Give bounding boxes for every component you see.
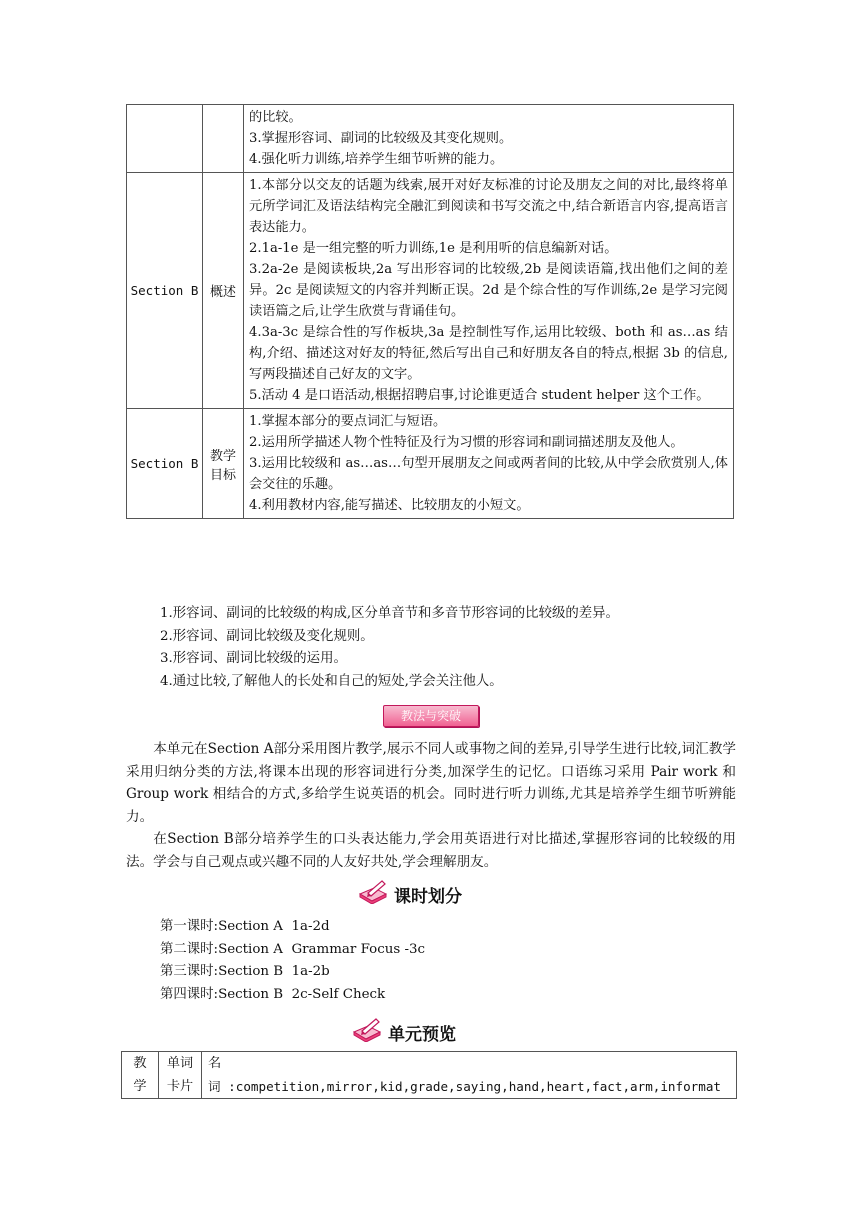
preview-heading (352, 1018, 456, 1047)
list-item: 2.运用所学描述人物个性特征及行为习惯的形容词和副词描述朋友及他人。 (249, 435, 684, 450)
teaching-cell (122, 1052, 159, 1099)
cell-line: 卡片 (166, 1079, 194, 1094)
table-row (122, 1052, 737, 1099)
table-row (127, 173, 734, 409)
section-label: Section B (127, 173, 203, 409)
list-item: 3.2a-2e 是阅读板块,2a 写出形容词的比较级,2b 是阅读语篇,找出他们之间的差异。2c 是阅读短文的内容并判断正误。2d 是个综合性的写作训练,2e 是学习完阅读语篇之后,让学生欣赏与背诵佳句。 (249, 262, 728, 319)
cell-line: 教 (133, 1056, 147, 1071)
schedule-list (160, 916, 425, 1006)
list-item: 2.1a-1e 是一组完整的听力训练,1e 是利用听的信息编新对话。 (249, 241, 618, 256)
pencil-book-icon (358, 880, 388, 909)
section-title: 课时划分 (394, 887, 462, 907)
category-label (203, 409, 244, 519)
paragraph: 本单元在Section A部分采用图片教学,展示不同人或事物之间的差异,引导学生进行比较,词汇教学采用归纳分类的方法,将课本出现的形容词进行分类,加深学生的记忆。口语练习采用 Pair work 和 Group work 相结合的方式,多给学生说英语的机会。同时进行听力训练,尤其是培养学生细节听辨能力。 (126, 741, 736, 825)
table-row (127, 409, 734, 519)
vocab-cell (202, 1052, 737, 1099)
cell-line: 学 (133, 1079, 147, 1094)
content-cell (244, 409, 734, 519)
schedule-heading (358, 880, 462, 909)
list-item: 3.运用比较级和 as…as…句型开展朋友之间或两者间的比较,从中学会欣赏别人,体会交往的乐趣。 (249, 456, 728, 492)
cell-line: 名 (208, 1056, 222, 1071)
cell-line: 单词 (166, 1056, 194, 1071)
preview-table (121, 1051, 737, 1099)
list-item: 1.本部分以交友的话题为线索,展开对好友标准的讨论及朋友之间的对比,最终将单元所学词汇及语法结构完全融汇到阅读和书写交流之中,结合新语言内容,提高语言表达能力。 (249, 178, 728, 235)
category-cell (203, 105, 244, 173)
methods-text (126, 738, 736, 873)
list-item: 第四课时:Section B 2c-Self Check (160, 986, 386, 1002)
list-item: 4.利用教材内容,能写描述、比较朋友的小短文。 (249, 498, 530, 513)
list-item: 2.形容词、副词比较级及变化规则。 (160, 628, 374, 644)
pencil-book-icon (352, 1018, 382, 1047)
list-item: 5.活动 4 是口语活动,根据招聘启事,讨论谁更适合 student helper 这个工作。 (249, 388, 710, 403)
category-line: 目标 (209, 467, 236, 483)
key-points-list (160, 603, 619, 693)
word-card-cell (159, 1052, 202, 1099)
list-item: 第二课时:Section A Grammar Focus -3c (160, 941, 425, 957)
section-cell (127, 105, 203, 173)
list-item: 第一课时:Section A 1a-2d (160, 919, 330, 934)
list-item: 3.掌握形容词、副词的比较级及其变化规则。 (249, 131, 513, 146)
list-item: 1.掌握本部分的要点词汇与短语。 (249, 414, 447, 429)
methods-badge: 教法与突破 (383, 705, 479, 727)
paragraph: 在Section B部分培养学生的口头表达能力,学会用英语进行对比描述,掌握形容词的比较级的用法。学会与自己观点或兴趣不同的人友好共处,学会理解朋友。 (126, 831, 736, 870)
section-title: 单元预览 (388, 1025, 456, 1045)
content-cell (244, 173, 734, 409)
list-item: 3.形容词、副词比较级的运用。 (160, 651, 347, 666)
list-item: 4.强化听力训练,培养学生细节听辨的能力。 (249, 152, 504, 167)
overview-table (126, 104, 734, 519)
table-row (127, 105, 734, 173)
category-label: 概述 (203, 173, 244, 409)
section-label: Section B (127, 409, 203, 519)
list-item: 第三课时:Section B 1a-2b (160, 964, 330, 979)
list-item: 的比较。 (249, 110, 302, 125)
list-item: 4.3a-3c 是综合性的写作板块,3a 是控制性写作,运用比较级、both 和 as…as 结构,介绍、描述这对好友的特征,然后写出自己和好朋友各自的特点,根据 3b 的信息,写两段描述自己好友的文字。 (249, 325, 728, 382)
list-item: 1.形容词、副词的比较级的构成,区分单音节和多音节形容词的比较级的差异。 (160, 606, 619, 621)
vocab-list: 词 :competition,mirror,kid,grade,saying,hand,heart,fact,arm,informat (208, 1079, 722, 1094)
list-item: 4.通过比较,了解他人的长处和自己的短处,学会关注他人。 (160, 673, 503, 689)
content-cell (244, 105, 734, 173)
category-line: 教学 (209, 448, 236, 464)
